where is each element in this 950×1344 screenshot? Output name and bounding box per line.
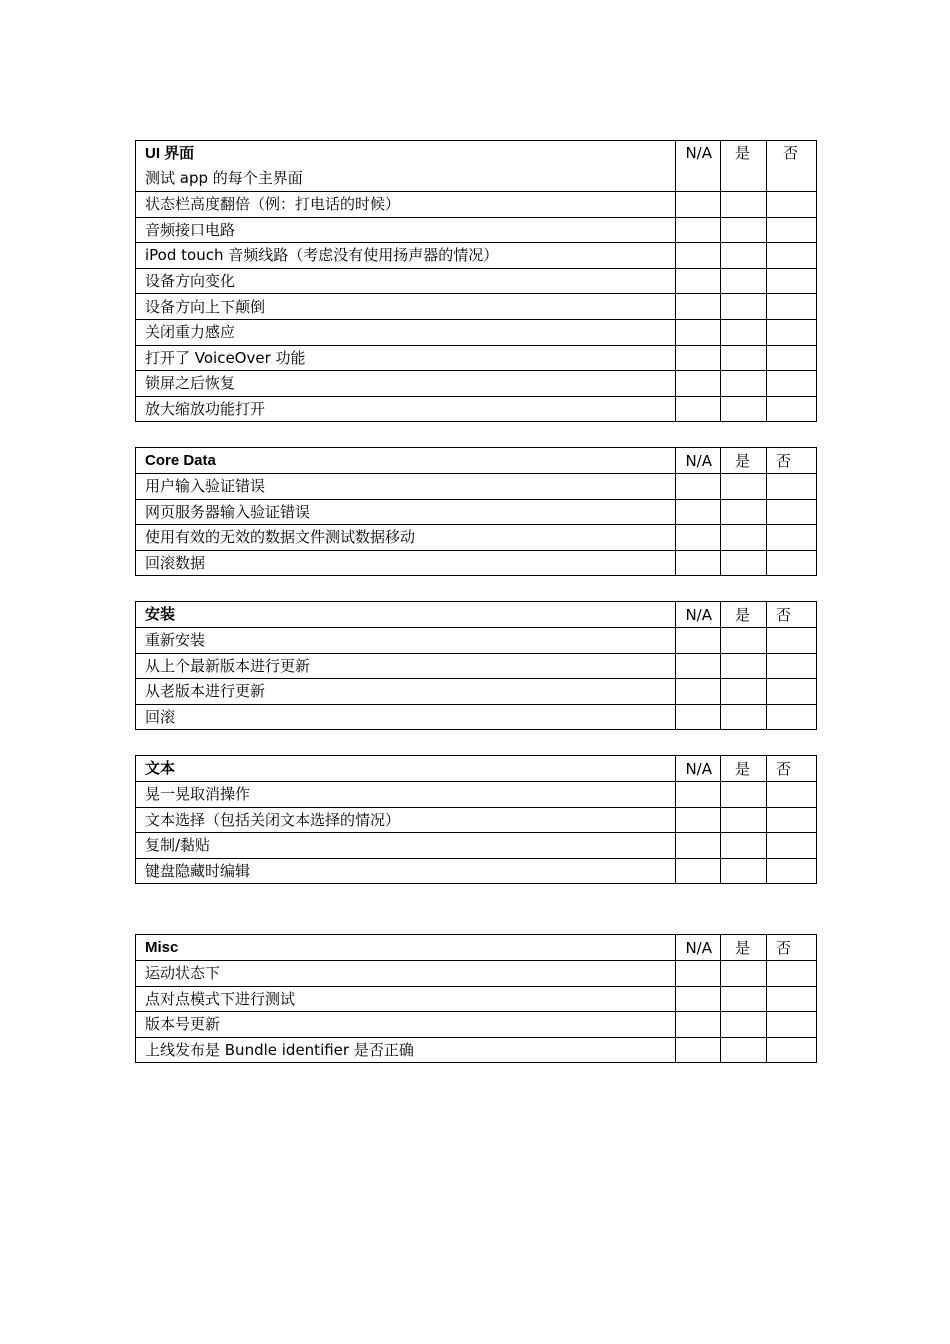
na-check-cell[interactable] bbox=[676, 525, 721, 551]
table-row bbox=[136, 499, 817, 525]
na-check-cell[interactable] bbox=[676, 858, 721, 884]
na-check-cell[interactable] bbox=[676, 345, 721, 371]
no-check-cell[interactable] bbox=[767, 474, 817, 500]
na-check-cell[interactable] bbox=[676, 243, 721, 269]
no-check-cell[interactable] bbox=[767, 319, 817, 345]
table-row bbox=[136, 628, 817, 654]
column-header-no: 否 bbox=[767, 141, 817, 192]
column-header-na: N/A bbox=[676, 448, 721, 474]
column-header-no: 否 bbox=[767, 602, 817, 628]
yes-check-cell[interactable] bbox=[721, 243, 767, 269]
section-header-cell bbox=[136, 602, 676, 628]
yes-check-cell[interactable] bbox=[721, 833, 767, 859]
item-label: 状态栏高度翻倍（例：打电话的时候） bbox=[136, 192, 676, 218]
item-label: 设备方向变化 bbox=[136, 268, 676, 294]
no-check-cell[interactable] bbox=[767, 396, 817, 422]
na-check-cell[interactable] bbox=[676, 961, 721, 987]
table-row bbox=[136, 653, 817, 679]
column-header-no: 否 bbox=[767, 756, 817, 782]
na-check-cell[interactable] bbox=[676, 628, 721, 654]
column-header-yes: 是 bbox=[721, 935, 767, 961]
item-label: 关闭重力感应 bbox=[136, 319, 676, 345]
no-check-cell[interactable] bbox=[767, 192, 817, 218]
section-subtitle: 测试 app 的每个主界面 bbox=[145, 169, 303, 187]
na-check-cell[interactable] bbox=[676, 1037, 721, 1063]
item-label: 用户输入验证错误 bbox=[136, 474, 676, 500]
item-label: 使用有效的无效的数据文件测试数据移动 bbox=[136, 525, 676, 551]
yes-check-cell[interactable] bbox=[721, 1012, 767, 1038]
yes-check-cell[interactable] bbox=[721, 653, 767, 679]
item-label: 网页服务器输入验证错误 bbox=[136, 499, 676, 525]
no-check-cell[interactable] bbox=[767, 986, 817, 1012]
item-label: 版本号更新 bbox=[136, 1012, 676, 1038]
yes-check-cell[interactable] bbox=[721, 550, 767, 576]
table-row bbox=[136, 217, 817, 243]
table-row bbox=[136, 345, 817, 371]
section-header-cell bbox=[136, 935, 676, 961]
table-row bbox=[136, 396, 817, 422]
table-header-row bbox=[136, 141, 817, 192]
no-check-cell[interactable] bbox=[767, 217, 817, 243]
yes-check-cell[interactable] bbox=[721, 319, 767, 345]
column-header-yes: 是 bbox=[721, 756, 767, 782]
section-header-cell bbox=[136, 448, 676, 474]
no-check-cell[interactable] bbox=[767, 628, 817, 654]
item-label: 复制/黏贴 bbox=[136, 833, 676, 859]
checklist-table-misc bbox=[135, 934, 817, 1063]
na-check-cell[interactable] bbox=[676, 294, 721, 320]
table-row bbox=[136, 807, 817, 833]
yes-check-cell[interactable] bbox=[721, 192, 767, 218]
yes-check-cell[interactable] bbox=[721, 858, 767, 884]
checklist-table-text bbox=[135, 755, 817, 884]
table-row bbox=[136, 1037, 817, 1063]
no-check-cell[interactable] bbox=[767, 550, 817, 576]
yes-check-cell[interactable] bbox=[721, 782, 767, 808]
table-row bbox=[136, 986, 817, 1012]
yes-check-cell[interactable] bbox=[721, 1037, 767, 1063]
yes-check-cell[interactable] bbox=[721, 525, 767, 551]
no-check-cell[interactable] bbox=[767, 371, 817, 397]
yes-check-cell[interactable] bbox=[721, 499, 767, 525]
yes-check-cell[interactable] bbox=[721, 807, 767, 833]
section-title: Misc bbox=[145, 939, 179, 956]
yes-check-cell[interactable] bbox=[721, 294, 767, 320]
table-row bbox=[136, 961, 817, 987]
item-label: 点对点模式下进行测试 bbox=[136, 986, 676, 1012]
yes-check-cell[interactable] bbox=[721, 961, 767, 987]
no-check-cell[interactable] bbox=[767, 499, 817, 525]
table-row bbox=[136, 474, 817, 500]
na-check-cell[interactable] bbox=[676, 704, 721, 730]
table-row bbox=[136, 1012, 817, 1038]
no-check-cell[interactable] bbox=[767, 243, 817, 269]
yes-check-cell[interactable] bbox=[721, 345, 767, 371]
item-label: 从上个最新版本进行更新 bbox=[136, 653, 676, 679]
section-title: 文本 bbox=[145, 760, 176, 777]
no-check-cell[interactable] bbox=[767, 961, 817, 987]
no-check-cell[interactable] bbox=[767, 1037, 817, 1063]
table-header-row bbox=[136, 756, 817, 782]
table-row bbox=[136, 704, 817, 730]
na-check-cell[interactable] bbox=[676, 833, 721, 859]
item-label: 从老版本进行更新 bbox=[136, 679, 676, 705]
na-check-cell[interactable] bbox=[676, 371, 721, 397]
no-check-cell[interactable] bbox=[767, 525, 817, 551]
na-check-cell[interactable] bbox=[676, 217, 721, 243]
table-header-row bbox=[136, 448, 817, 474]
column-header-no: 否 bbox=[767, 935, 817, 961]
item-label: 键盘隐藏时编辑 bbox=[136, 858, 676, 884]
na-check-cell[interactable] bbox=[676, 550, 721, 576]
checklist-table-ui bbox=[135, 140, 817, 422]
table-row bbox=[136, 294, 817, 320]
no-check-cell[interactable] bbox=[767, 807, 817, 833]
column-header-no: 否 bbox=[767, 448, 817, 474]
na-check-cell[interactable] bbox=[676, 192, 721, 218]
no-check-cell[interactable] bbox=[767, 679, 817, 705]
item-label: 打开了 VoiceOver 功能 bbox=[136, 345, 676, 371]
item-label: 晃一晃取消操作 bbox=[136, 782, 676, 808]
yes-check-cell[interactable] bbox=[721, 986, 767, 1012]
na-check-cell[interactable] bbox=[676, 474, 721, 500]
table-row bbox=[136, 550, 817, 576]
no-check-cell[interactable] bbox=[767, 1012, 817, 1038]
table-row bbox=[136, 525, 817, 551]
column-header-na: N/A bbox=[676, 141, 721, 192]
table-row bbox=[136, 679, 817, 705]
section-header-cell bbox=[136, 756, 676, 782]
yes-check-cell[interactable] bbox=[721, 679, 767, 705]
na-check-cell[interactable] bbox=[676, 319, 721, 345]
na-check-cell[interactable] bbox=[676, 782, 721, 808]
no-check-cell[interactable] bbox=[767, 345, 817, 371]
table-row bbox=[136, 319, 817, 345]
no-check-cell[interactable] bbox=[767, 268, 817, 294]
no-check-cell[interactable] bbox=[767, 294, 817, 320]
item-label: 文本选择（包括关闭文本选择的情况） bbox=[136, 807, 676, 833]
column-header-na: N/A bbox=[676, 602, 721, 628]
column-header-yes: 是 bbox=[721, 602, 767, 628]
table-header-row bbox=[136, 935, 817, 961]
table-row bbox=[136, 858, 817, 884]
no-check-cell[interactable] bbox=[767, 782, 817, 808]
table-header-row bbox=[136, 602, 817, 628]
table-row bbox=[136, 268, 817, 294]
column-header-na: N/A bbox=[676, 935, 721, 961]
yes-check-cell[interactable] bbox=[721, 371, 767, 397]
no-check-cell[interactable] bbox=[767, 833, 817, 859]
na-check-cell[interactable] bbox=[676, 1012, 721, 1038]
item-label: 重新安装 bbox=[136, 628, 676, 654]
yes-check-cell[interactable] bbox=[721, 474, 767, 500]
na-check-cell[interactable] bbox=[676, 499, 721, 525]
na-check-cell[interactable] bbox=[676, 679, 721, 705]
item-label: iPod touch 音频线路（考虑没有使用扬声器的情况） bbox=[136, 243, 676, 269]
item-label: 回滚 bbox=[136, 704, 676, 730]
yes-check-cell[interactable] bbox=[721, 396, 767, 422]
no-check-cell[interactable] bbox=[767, 704, 817, 730]
checklist-table-install bbox=[135, 601, 817, 730]
item-label: 回滚数据 bbox=[136, 550, 676, 576]
checklist-table-coredata bbox=[135, 447, 817, 576]
no-check-cell[interactable] bbox=[767, 858, 817, 884]
item-label: 设备方向上下颠倒 bbox=[136, 294, 676, 320]
section-title: Core Data bbox=[145, 452, 216, 469]
section-header-cell bbox=[136, 141, 676, 192]
item-label: 音频接口电路 bbox=[136, 217, 676, 243]
yes-check-cell[interactable] bbox=[721, 628, 767, 654]
item-label: 运动状态下 bbox=[136, 961, 676, 987]
na-check-cell[interactable] bbox=[676, 396, 721, 422]
column-header-yes: 是 bbox=[721, 448, 767, 474]
table-row bbox=[136, 782, 817, 808]
item-label: 锁屏之后恢复 bbox=[136, 371, 676, 397]
section-title: 安装 bbox=[145, 606, 176, 623]
column-header-yes: 是 bbox=[721, 141, 767, 192]
column-header-na: N/A bbox=[676, 756, 721, 782]
section-title: UI 界面 bbox=[145, 145, 195, 162]
na-check-cell[interactable] bbox=[676, 986, 721, 1012]
no-check-cell[interactable] bbox=[767, 653, 817, 679]
na-check-cell[interactable] bbox=[676, 653, 721, 679]
item-label: 上线发布是 Bundle identifier 是否正确 bbox=[136, 1037, 676, 1063]
na-check-cell[interactable] bbox=[676, 268, 721, 294]
na-check-cell[interactable] bbox=[676, 807, 721, 833]
table-row bbox=[136, 243, 817, 269]
table-row bbox=[136, 371, 817, 397]
yes-check-cell[interactable] bbox=[721, 704, 767, 730]
item-label: 放大缩放功能打开 bbox=[136, 396, 676, 422]
yes-check-cell[interactable] bbox=[721, 217, 767, 243]
table-row bbox=[136, 833, 817, 859]
table-row bbox=[136, 192, 817, 218]
yes-check-cell[interactable] bbox=[721, 268, 767, 294]
